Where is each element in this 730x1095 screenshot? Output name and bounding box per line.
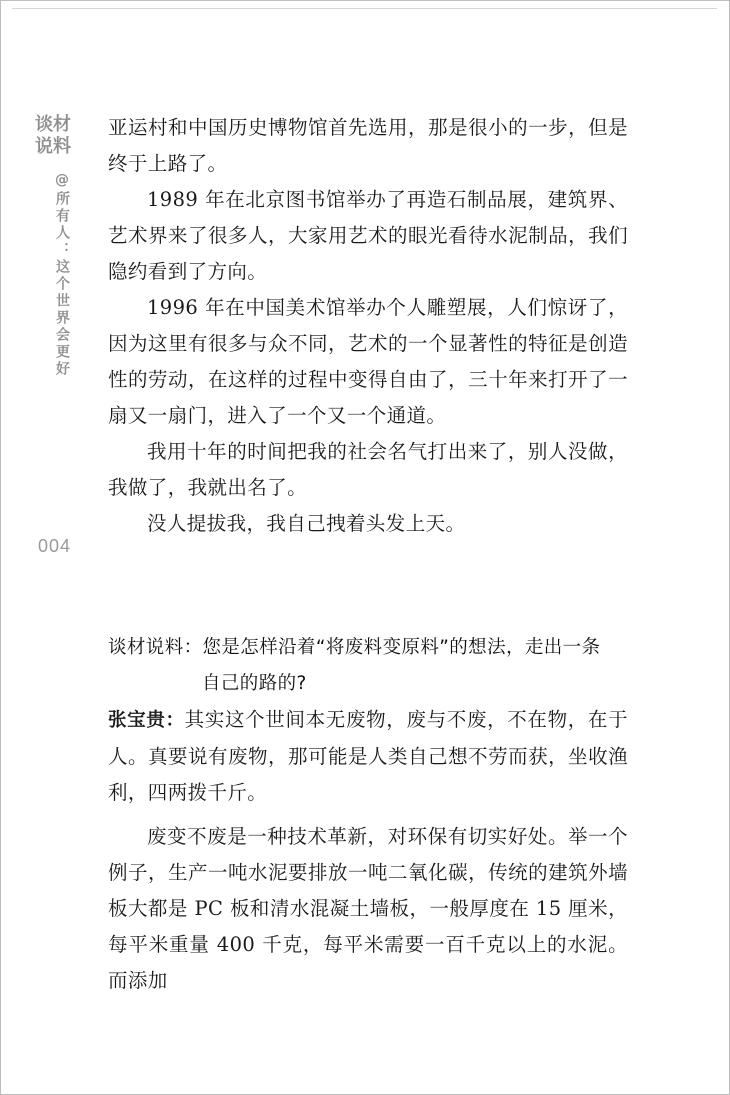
question-line1: 谈材说料：您是怎样沿着“将废料变原料”的想法，走出一条 — [108, 637, 601, 658]
paragraph: 1996 年在中国美术馆举办个人雕塑展，人们惊讶了，因为这里有很多与众不同，艺术的一个显著性的特征是创造性的劳动，在这样的过程中变得自由了，三十年来打开了一扇又一扇门，进入了一个又一个通道。 — [108, 296, 628, 427]
column-title-line2: 说料 — [35, 136, 71, 157]
body-text — [108, 110, 628, 542]
interview-answer — [108, 702, 628, 811]
answer-text: 其实这个世间本无废物，废与不废，不在物，在于人。真要说有废物，那可能是人类自己想不劳而获，坐收渔利，四两拨千斤。 — [108, 708, 628, 804]
speaker-name: 张宝贵： — [108, 710, 185, 731]
column-title — [30, 114, 76, 158]
paragraph: 亚运村和中国历史博物馆首先选用，那是很小的一步，但是终于上路了。 — [108, 116, 628, 175]
page-number: 004 — [38, 536, 72, 556]
interview-question — [108, 630, 628, 702]
paragraph: 废变不废是一种技术革新，对环保有切实好处。举一个例子，生产一吨水泥要排放一吨二氧化碳，传统的建筑外墙板大都是 PC 板和清水混凝土墙板，一般厚度在 15 厘米，每平米重量 400 千克，每平米需要一百千克以上的水泥。而添加 — [108, 825, 628, 992]
top-rule — [12, 8, 717, 9]
interview-section — [108, 630, 628, 999]
paragraph: 没人提拔我，我自己拽着头发上天。 — [147, 512, 466, 535]
vertical-subtitle: @所有人：这个世界会更好 — [54, 172, 70, 378]
paragraph: 1989 年在北京图书馆举办了再造石制品展，建筑界、艺术界来了很多人，大家用艺术的眼光看待水泥制品，我们隐约看到了方向。 — [108, 188, 628, 283]
paragraph: 我用十年的时间把我的社会名气打出来了，别人没做，我做了，我就出名了。 — [108, 440, 628, 499]
question-line2: 自己的路的? — [202, 673, 307, 694]
column-title-line1: 谈材 — [35, 114, 71, 135]
